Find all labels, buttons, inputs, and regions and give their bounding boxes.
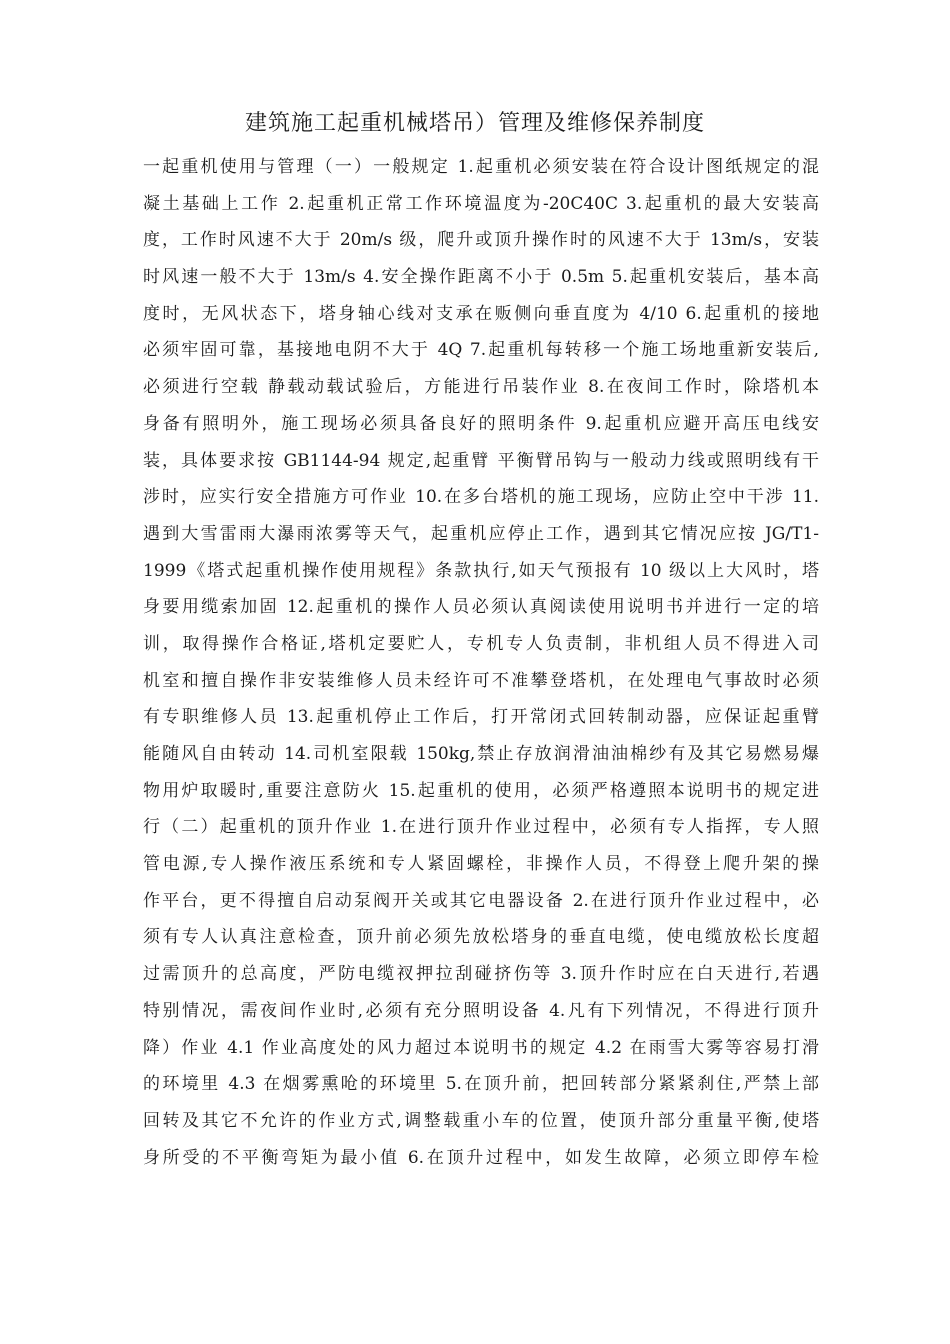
body-text-line: 度时，无风状态下，塔身轴心线对支承在贩侧向垂直度为 4/10 6.起重机的接地 bbox=[143, 303, 819, 324]
body-text-line: 必须牢固可靠，基接地电阴不大于 4Q 7.起重机每转移一个施工场地重新安装后, bbox=[143, 340, 819, 361]
body-text-line: 物用炉取暖时,重要注意防火 15.起重机的使用，必须严格遵照本说明书的规定进 bbox=[143, 780, 819, 801]
document-body bbox=[143, 149, 819, 1176]
body-text-line: 身所受的不平衡弯矩为最小值 6.在顶升过程中，如发生故障，必须立即停车检 bbox=[143, 1147, 819, 1168]
body-text-line: 能随风自由转动 14.司机室限载 150kg,禁止存放润滑油油棉纱有及其它易燃易爆 bbox=[143, 744, 819, 764]
body-text-line: 必须进行空载 静载动载试验后，方能进行吊装作业 8.在夜间工作时，除塔机本 bbox=[143, 377, 819, 398]
body-text-line: 一起重机使用与管理（一）一般规定 1.起重机必须安装在符合设计图纸规定的混 bbox=[143, 157, 819, 177]
body-text-line: 回转及其它不允许的作业方式,调整载重小车的位置，使顶升部分重量平衡,使塔 bbox=[143, 1110, 819, 1131]
body-text-line: 的环境里 4.3 在烟雾熏呛的环境里 5.在顶升前，把回转部分紧紧刹住,严禁上部 bbox=[143, 1074, 819, 1095]
body-text-line: 降）作业 4.1 作业高度处的风力超过本说明书的规定 4.2 在雨雪大雾等容易打滑 bbox=[143, 1037, 819, 1058]
body-text-line: 时风速一般不大于 13m/s 4.安全操作距离不小于 0.5m 5.起重机安装后，基本高 bbox=[143, 267, 819, 288]
body-text-line: 身备有照明外，施工现场必须具备良好的照明条件 9.起重机应避开高压电线安 bbox=[143, 413, 819, 434]
body-text-line: 遇到大雪雷雨大瀑雨浓雾等天气，起重机应停止工作，遇到其它情况应按 JG/T1- bbox=[143, 523, 819, 544]
body-text-line: 行（二）起重机的顶升作业 1.在进行顶升作业过程中，必须有专人指挥，专人照 bbox=[143, 817, 819, 838]
body-text-line: 度，工作时风速不大于 20m/s 级，爬升或顶升操作时的风速不大于 13m/s，安装 bbox=[143, 230, 819, 251]
body-text-line: 有专职维修人员 13.起重机停止工作后，打开常闭式回转制动器，应保证起重臂 bbox=[143, 707, 819, 728]
body-text-line: 过需顶升的总高度，严防电缆衩押拉刮碰挤伤等 3.顶升作时应在白天进行,若遇 bbox=[143, 964, 819, 985]
body-text-line: 凝土基础上工作 2.起重机正常工作环境温度为-20C40C 3.起重机的最大安装高 bbox=[143, 193, 819, 214]
body-text-line: 训，取得操作合格证,塔机定要贮人，专机专人负责制，非机组人员不得进入司 bbox=[143, 633, 819, 654]
body-text-line: 1999《塔式起重机操作使用规程》条款执行,如天气预报有 10 级以上大风时，塔 bbox=[143, 560, 819, 581]
body-text-line: 作平台，更不得擅自启动泵阀开关或其它电器设备 2.在进行顶升作业过程中，必 bbox=[143, 890, 819, 911]
body-text-line: 管电源,专人操作液压系统和专人紧固螺栓，非操作人员，不得登上爬升架的操 bbox=[143, 854, 819, 875]
body-text-line: 装，具体要求按 GB1144-94 规定,起重臂 平衡臂吊钩与一般动力线或照明线有干 bbox=[143, 450, 819, 471]
body-text-line: 特别情况，需夜间作业时,必须有充分照明设备 4.凡有下列情况，不得进行顶升 bbox=[143, 1000, 819, 1021]
body-text-line: 涉时，应实行安全措施方可作业 10.在多台塔机的施工现场，应防止空中干涉 11. bbox=[143, 487, 819, 508]
document-title: 建筑施工起重机械塔吊）管理及维修保养制度 bbox=[244, 111, 705, 136]
body-text-line: 身要用缆索加固 12.起重机的操作人员必须认真阅读使用说明书并进行一定的培 bbox=[143, 597, 819, 618]
body-text-line: 机室和擅自操作非安装维修人员未经许可不准攀登塔机，在处理电气事故时必须 bbox=[143, 670, 819, 691]
body-text-line: 须有专人认真注意检查，顶升前必须先放松塔身的垂直电缆，使电缆放松长度超 bbox=[143, 927, 819, 948]
